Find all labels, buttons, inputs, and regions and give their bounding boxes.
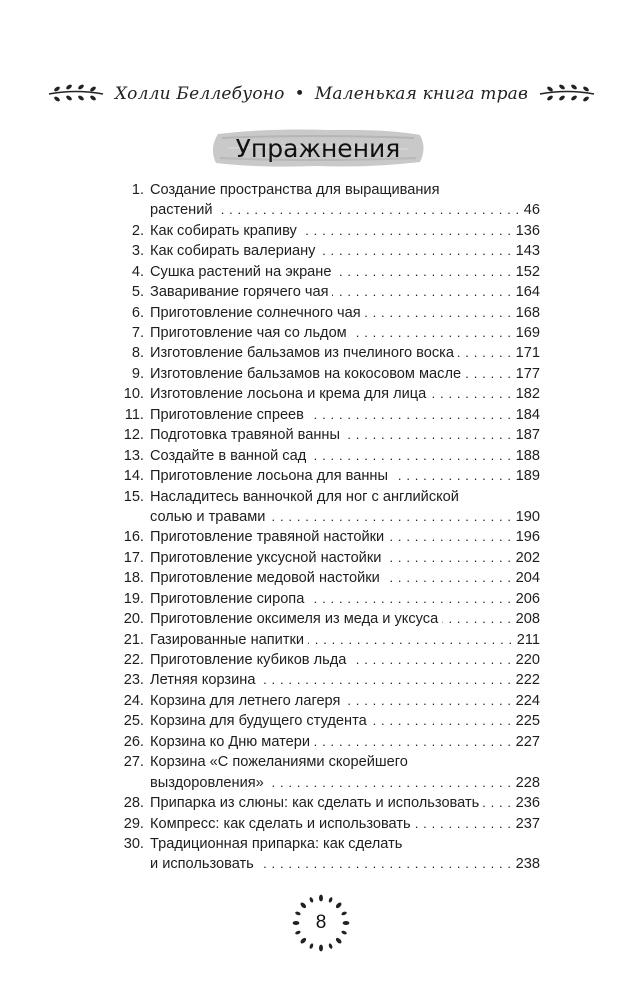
toc-entry-line: [116, 180, 540, 200]
toc-entry-title: и использовать: [150, 856, 254, 873]
toc-entry-page: 168: [515, 304, 540, 321]
toc-entry-line: [116, 671, 540, 691]
toc-entry: [116, 446, 540, 466]
toc-entry: [116, 487, 540, 528]
header-book-title: Маленькая книга трав: [314, 84, 529, 104]
toc-entry-page: 236: [515, 795, 540, 812]
toc-entry-number: 21.: [123, 631, 144, 648]
toc-entry: [116, 671, 540, 691]
dot-leader: [384, 568, 512, 588]
page-number-wreath: [291, 893, 351, 953]
toc-entry: [116, 650, 540, 670]
toc-entry-line: [116, 568, 540, 588]
toc-entry-page: 190: [515, 508, 540, 525]
dot-leader: [415, 814, 512, 834]
dot-leader: [365, 303, 512, 323]
toc-entry-title: Приготовление медовой настойки: [150, 570, 380, 587]
toc-entry-number: 14.: [123, 468, 144, 485]
toc-entry-line: [116, 732, 540, 752]
toc-entry: [116, 180, 540, 221]
toc-entry-line: [116, 364, 540, 384]
toc-entry-title: Летняя корзина: [150, 672, 256, 689]
toc-entry-number: 16.: [123, 529, 144, 546]
toc-entry-number: 10.: [123, 386, 144, 403]
dot-leader: [465, 364, 512, 384]
toc-entry: [116, 405, 540, 425]
toc-entry-number: 8.: [131, 345, 144, 362]
toc-entry-number: 3.: [131, 243, 144, 260]
dot-leader: [344, 691, 511, 711]
dot-leader: [458, 344, 512, 364]
table-of-contents: [116, 180, 540, 875]
toc-entry-line: [116, 303, 540, 323]
toc-entry-title: Как собирать валериану: [150, 243, 316, 260]
toc-entry: [116, 589, 540, 609]
toc-entry-line: [116, 446, 540, 466]
toc-entry-number: 2.: [131, 222, 144, 239]
toc-entry-line: [116, 487, 540, 507]
toc-entry-title: Припарка из слюны: как сделать и использовать: [150, 795, 480, 812]
vine-ornament-left-icon: [47, 83, 105, 105]
toc-entry-line: [116, 650, 540, 670]
toc-entry-line: [116, 282, 540, 302]
toc-entry-title: Приготовление кубиков льда: [150, 652, 347, 669]
dot-leader: [388, 527, 511, 547]
toc-entry: [116, 323, 540, 343]
toc-entry-number: 5.: [131, 284, 144, 301]
toc-entry-page: 211: [516, 631, 540, 648]
toc-entry-page: 202: [515, 549, 540, 566]
toc-entry-page: 143: [515, 243, 540, 260]
toc-entry-line: [116, 405, 540, 425]
dot-leader: [350, 650, 511, 670]
toc-entry-page: 206: [515, 590, 540, 607]
dot-leader: [392, 466, 512, 486]
toc-entry: [116, 752, 540, 793]
toc-entry-number: 28.: [123, 795, 144, 812]
toc-entry-page: 228: [515, 774, 540, 791]
dot-leader: [301, 221, 512, 241]
toc-entry-line: [116, 507, 540, 527]
toc-entry-page: 171: [515, 345, 540, 362]
toc-entry-page: 187: [515, 427, 540, 444]
toc-entry: [116, 466, 540, 486]
toc-entry-page: 164: [515, 284, 540, 301]
toc-entry-number: 15.: [123, 488, 144, 505]
dot-leader: [217, 200, 520, 220]
toc-entry-page: 188: [515, 447, 540, 464]
toc-entry-title: Корзина ко Дню матери: [150, 733, 311, 750]
toc-entry-line: [116, 691, 540, 711]
toc-entry-number: 18.: [123, 570, 144, 587]
toc-entry-title: Изготовление бальзамов на кокосовом масле: [150, 365, 462, 382]
toc-entry-number: 13.: [123, 447, 144, 464]
dot-leader: [268, 773, 512, 793]
toc-entry-number: 29.: [123, 815, 144, 832]
dot-leader: [308, 630, 513, 650]
toc-entry: [116, 568, 540, 588]
toc-entry-title: Изготовление лосьона и крема для лица: [150, 386, 427, 403]
toc-entry-title: Сушка растений на экране: [150, 263, 332, 280]
toc-entry-title: Создайте в ванной сад: [150, 447, 307, 464]
toc-entry-number: 25.: [123, 713, 144, 730]
toc-entry-title: Насладитесь ванночкой для ног с английской: [150, 488, 459, 505]
toc-entry-line: [116, 773, 540, 793]
toc-entry-title: Подготовка травяной ванны: [150, 427, 340, 444]
toc-entry-page: 220: [515, 652, 540, 669]
dot-leader: [442, 609, 511, 629]
section-title-banner: [208, 126, 428, 170]
toc-entry-line: [116, 241, 540, 261]
toc-entry: [116, 793, 540, 813]
toc-entry-title: Изготовление бальзамов из пчелиного воска: [150, 345, 454, 362]
toc-entry-line: [116, 384, 540, 404]
toc-entry-page: 152: [515, 263, 540, 280]
toc-entry-page: 169: [515, 325, 540, 342]
toc-entry-page: 177: [515, 365, 540, 382]
toc-entry-title: Приготовление оксимеля из меда и уксуса: [150, 611, 439, 628]
toc-entry: [116, 834, 540, 875]
header-separator: •: [294, 84, 305, 104]
toc-entry-page: 237: [515, 815, 540, 832]
vine-ornament-right-icon: [538, 83, 596, 105]
toc-entry-number: 12.: [123, 427, 144, 444]
toc-entry-line: [116, 527, 540, 547]
dot-leader: [269, 507, 511, 527]
toc-entry-number: 7.: [131, 325, 144, 342]
toc-entry-line: [116, 466, 540, 486]
toc-entry-page: 46: [523, 202, 540, 219]
toc-entry-line: [116, 854, 540, 874]
toc-entry-title: Приготовление травяной настойки: [150, 529, 385, 546]
dot-leader: [259, 671, 511, 691]
toc-entry-page: 225: [515, 713, 540, 730]
toc-entry: [116, 527, 540, 547]
toc-entry-title: Газированные напитки: [150, 631, 305, 648]
toc-entry-title: Приготовление спреев: [150, 406, 304, 423]
toc-entry-number: 27.: [123, 754, 144, 771]
toc-entry: [116, 814, 540, 834]
toc-entry-number: 22.: [123, 652, 144, 669]
toc-entry-page: 189: [515, 468, 540, 485]
dot-leader: [310, 446, 511, 466]
toc-entry-line: [116, 814, 540, 834]
dot-leader: [351, 323, 512, 343]
header-author: Холли Беллебуоно: [114, 84, 285, 104]
toc-entry-line: [116, 548, 540, 568]
toc-entry-number: 24.: [123, 692, 144, 709]
toc-entry: [116, 282, 540, 302]
toc-entry: [116, 344, 540, 364]
toc-entry: [116, 262, 540, 282]
toc-entry-number: 4.: [131, 263, 144, 280]
toc-entry-page: 208: [515, 611, 540, 628]
toc-entry-title: Создание пространства для выращивания: [150, 181, 440, 198]
toc-entry-number: 26.: [123, 733, 144, 750]
toc-entry-page: 182: [515, 386, 540, 403]
dot-leader: [371, 711, 512, 731]
toc-entry-number: 6.: [131, 304, 144, 321]
toc-entry-line: [116, 323, 540, 343]
toc-entry-title: Приготовление лосьона для ванны: [150, 468, 388, 485]
dot-leader: [308, 589, 511, 609]
toc-entry-number: 17.: [123, 549, 144, 566]
toc-entry-page: 196: [515, 529, 540, 546]
dot-leader: [308, 405, 512, 425]
toc-entry: [116, 425, 540, 445]
toc-entry-title: Приготовление уксусной настойки: [150, 549, 382, 566]
toc-entry-number: 1.: [131, 181, 144, 198]
toc-entry-page: 136: [515, 222, 540, 239]
toc-entry-line: [116, 589, 540, 609]
toc-entry-line: [116, 609, 540, 629]
toc-entry-title: выздоровления»: [150, 774, 264, 791]
toc-entry-page: 224: [515, 692, 540, 709]
toc-entry-title: Корзина «С пожеланиями скорейшего: [150, 754, 408, 771]
toc-entry-title: Как собирать крапиву: [150, 222, 297, 239]
toc-entry-title: растений: [150, 202, 213, 219]
toc-entry: [116, 711, 540, 731]
toc-entry-title: Компресс: как сделать и использовать: [150, 815, 411, 832]
section-title: Упражнения: [235, 133, 401, 163]
toc-entry-title: Заваривание горячего чая: [150, 284, 329, 301]
toc-entry-line: [116, 711, 540, 731]
dot-leader: [332, 282, 511, 302]
toc-entry: [116, 732, 540, 752]
toc-entry-title: Приготовление солнечного чая: [150, 304, 361, 321]
toc-entry-number: 19.: [123, 590, 144, 607]
toc-entry-number: 11.: [124, 406, 144, 423]
toc-entry-title: Традиционная припарка: как сделать: [150, 835, 403, 852]
dot-leader: [335, 262, 511, 282]
dot-leader: [430, 384, 511, 404]
toc-entry-page: 204: [515, 570, 540, 587]
dot-leader: [319, 241, 511, 261]
dot-leader: [344, 425, 512, 445]
toc-entry: [116, 241, 540, 261]
toc-entry-line: [116, 630, 540, 650]
toc-entry-number: 9.: [131, 365, 144, 382]
toc-entry-page: 227: [515, 733, 540, 750]
toc-entry-page: 238: [515, 856, 540, 873]
toc-entry: [116, 630, 540, 650]
toc-entry-line: [116, 344, 540, 364]
toc-entry-title: Приготовление сиропа: [150, 590, 305, 607]
toc-entry: [116, 221, 540, 241]
dot-leader: [483, 793, 511, 813]
toc-entry-line: [116, 262, 540, 282]
toc-entry-title: солью и травами: [150, 508, 266, 525]
toc-entry: [116, 364, 540, 384]
toc-entry-line: [116, 221, 540, 241]
toc-entry: [116, 609, 540, 629]
dot-leader: [314, 732, 512, 752]
page-number: 8: [315, 912, 327, 933]
running-header: [0, 80, 643, 108]
toc-entry-title: Корзина для летнего лагеря: [150, 692, 341, 709]
toc-entry-line: [116, 200, 540, 220]
toc-entry-line: [116, 793, 540, 813]
dot-leader: [258, 854, 512, 874]
toc-entry: [116, 691, 540, 711]
toc-entry-line: [116, 425, 540, 445]
toc-entry: [116, 303, 540, 323]
toc-entry-title: Приготовление чая со льдом: [150, 325, 347, 342]
toc-entry: [116, 548, 540, 568]
toc-entry-line: [116, 752, 540, 772]
dot-leader: [385, 548, 511, 568]
toc-entry-number: 23.: [123, 672, 144, 689]
toc-entry-number: 20.: [123, 611, 144, 628]
toc-entry-page: 222: [515, 672, 540, 689]
toc-entry-number: 30.: [123, 835, 144, 852]
toc-entry-line: [116, 834, 540, 854]
toc-entry-title: Корзина для будущего студента: [150, 713, 367, 730]
toc-entry-page: 184: [515, 406, 540, 423]
toc-entry: [116, 384, 540, 404]
